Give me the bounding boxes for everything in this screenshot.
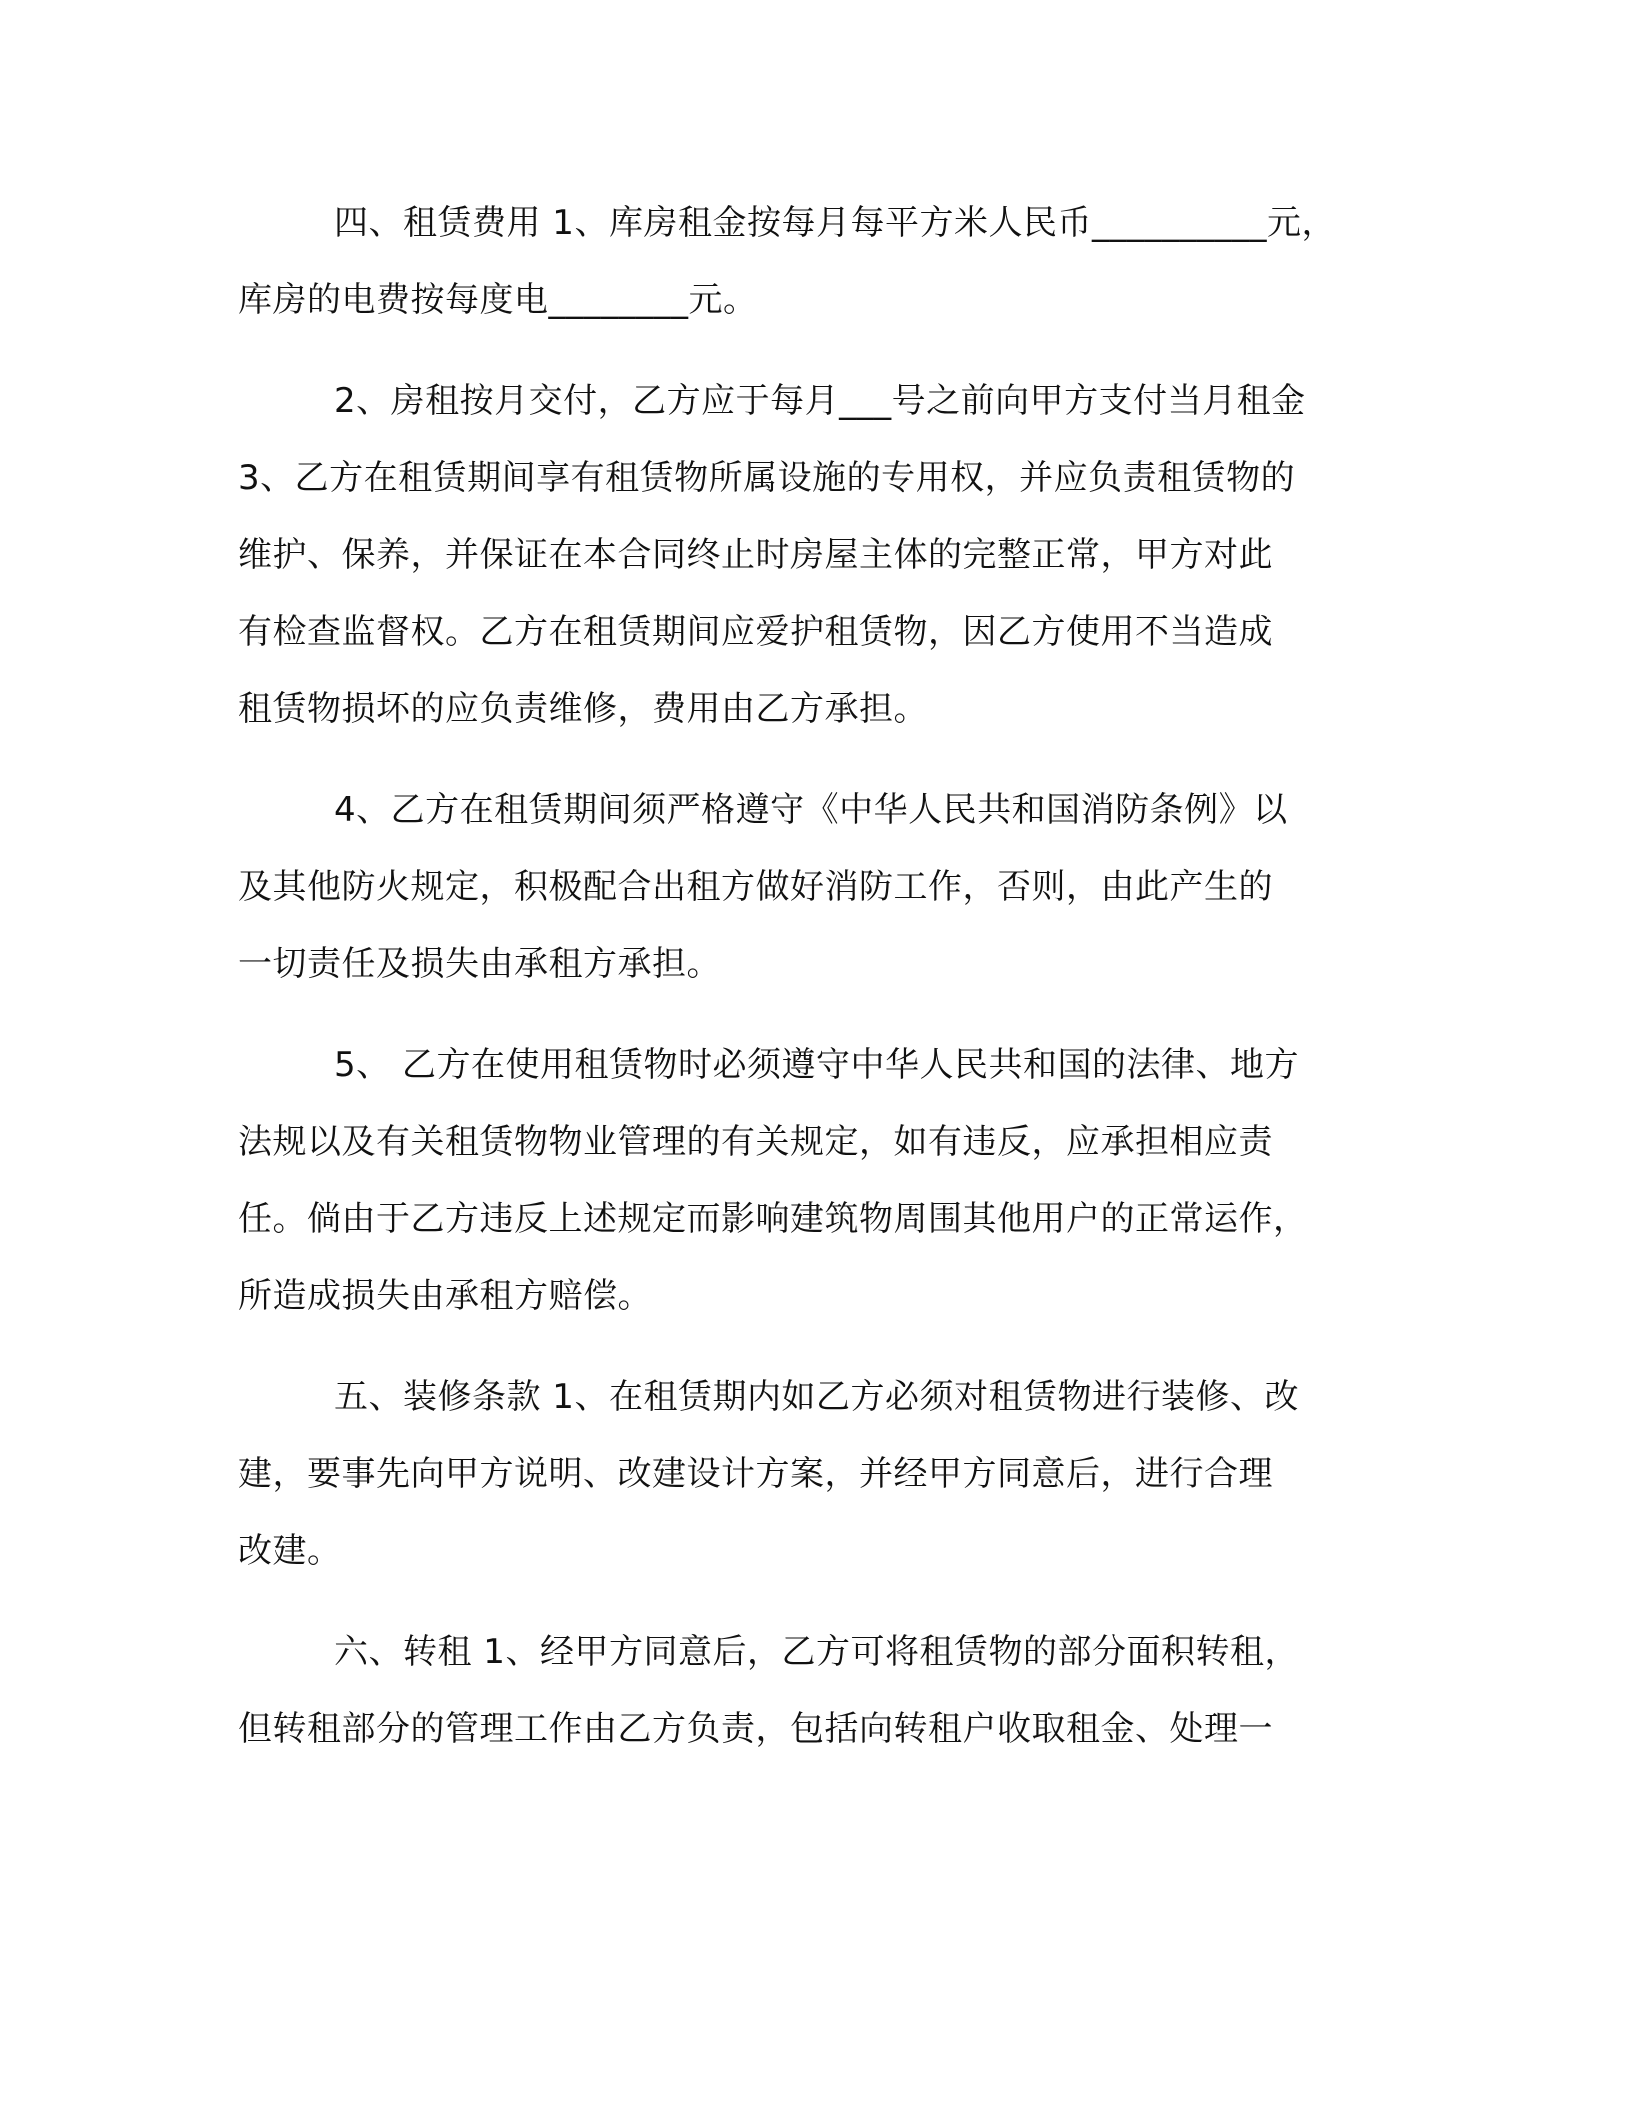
paragraph-line: 六、转租 1、经甲方同意后，乙方可将租赁物的部分面积转租， [334, 1632, 1299, 1672]
paragraph-renovation-terms [238, 1359, 1398, 1590]
paragraph-fire-safety [238, 772, 1398, 1003]
paragraph-line: 法规以及有关租赁物物业管理的有关规定，如有违反，应承担相应责 [238, 1122, 1273, 1162]
paragraph-line: 3、乙方在租赁期间享有租赁物所属设施的专用权，并应负责租赁物的 [238, 458, 1296, 498]
paragraph-line: 建，要事先向甲方说明、改建设计方案，并经甲方同意后，进行合理 [238, 1454, 1273, 1494]
paragraph-line: 2、房租按月交付，乙方应于每月___号之前向甲方支付当月租金 [334, 381, 1306, 421]
paragraph-line: 任。倘由于乙方违反上述规定而影响建筑物周围其他用户的正常运作， [238, 1199, 1308, 1239]
paragraph-line: 库房的电费按每度电________元。 [238, 280, 758, 320]
paragraph-rental-fees [238, 185, 1398, 339]
paragraph-line: 租赁物损坏的应负责维修，费用由乙方承担。 [238, 689, 928, 729]
paragraph-line: 维护、保养，并保证在本合同终止时房屋主体的完整正常，甲方对此 [238, 535, 1273, 575]
paragraph-line: 改建。 [238, 1531, 342, 1571]
paragraph-line: 有检查监督权。乙方在租赁期间应爱护租赁物，因乙方使用不当造成 [238, 612, 1273, 652]
document-page [238, 185, 1398, 1768]
paragraph-line: 四、租赁费用 1、库房租金按每月每平方米人民币__________元， [334, 203, 1336, 243]
paragraph-payment-terms [238, 363, 1398, 748]
paragraph-line: 但转租部分的管理工作由乙方负责，包括向转租户收取租金、处理一 [238, 1709, 1273, 1749]
paragraph-legal-compliance [238, 1027, 1398, 1335]
paragraph-line: 所造成损失由承租方赔偿。 [238, 1276, 652, 1316]
paragraph-line: 5、 乙方在使用租赁物时必须遵守中华人民共和国的法律、地方 [334, 1045, 1299, 1085]
paragraph-line: 一切责任及损失由承租方承担。 [238, 944, 721, 984]
paragraph-sublease-terms [238, 1614, 1398, 1768]
paragraph-line: 4、乙方在租赁期间须严格遵守《中华人民共和国消防条例》以 [334, 790, 1288, 830]
paragraph-line: 五、装修条款 1、在租赁期内如乙方必须对租赁物进行装修、改 [334, 1377, 1299, 1417]
paragraph-line: 及其他防火规定，积极配合出租方做好消防工作，否则，由此产生的 [238, 867, 1273, 907]
